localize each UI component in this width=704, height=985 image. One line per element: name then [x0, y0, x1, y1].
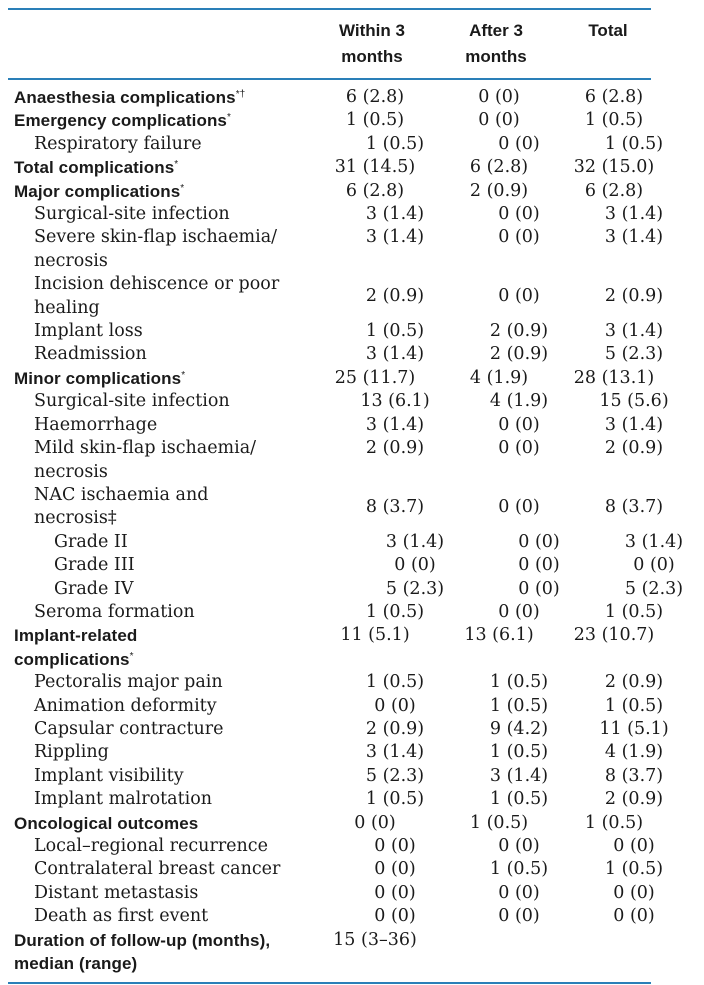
cell-col2: 1 (0.5)	[489, 742, 549, 763]
row-label-text: Implant loss	[34, 321, 143, 342]
cell-col1: 3 (1.4)	[385, 531, 445, 552]
cell-col1: 0 (0)	[374, 906, 416, 927]
row-label-text: Surgical-site infection	[34, 204, 230, 225]
row-label	[14, 437, 348, 484]
row-label	[14, 905, 348, 928]
row-label	[14, 812, 328, 835]
row-label-text: Total complications	[14, 158, 175, 178]
cell-col3: 8 (3.7)	[604, 496, 664, 517]
table-row	[14, 718, 669, 741]
row-label-text: Severe skin-flap ischaemia/ necrosis	[34, 227, 278, 271]
cell-col2: 0 (0)	[498, 882, 540, 903]
cell-col3: 2 (0.9)	[604, 438, 664, 459]
table-row	[14, 765, 664, 788]
row-label-text: Minor complications	[14, 368, 182, 388]
row-label	[14, 671, 348, 694]
table-row	[14, 484, 664, 531]
cell-col2: 2 (0.9)	[469, 180, 529, 201]
cell-col1: 3 (1.4)	[365, 344, 425, 365]
footnote-mark: *	[180, 182, 185, 194]
cell-col2: 0 (0)	[498, 496, 540, 517]
row-label	[14, 156, 328, 179]
cell-col3: 8 (3.7)	[604, 765, 664, 786]
table-row	[14, 882, 654, 905]
cell-col1: 1 (0.5)	[345, 110, 405, 131]
row-label	[14, 133, 348, 156]
cell-col3: 0 (0)	[613, 882, 655, 903]
cell-col1: 0 (0)	[374, 695, 416, 716]
row-label-text: Duration of follow-up (months), median (range)	[14, 930, 271, 974]
cell-col3: 0 (0)	[613, 906, 655, 927]
row-label	[14, 601, 348, 624]
cell-col1: 2 (0.9)	[365, 285, 425, 306]
row-label-text: Capsular contracture	[34, 718, 224, 739]
table-row	[14, 671, 664, 694]
table-row	[14, 695, 664, 718]
row-label-text: NAC ischaemia and necrosis‡	[34, 484, 209, 529]
row-label-text: Animation deformity	[34, 695, 217, 716]
cell-col2: 0 (0)	[498, 836, 540, 856]
table-row	[14, 133, 664, 156]
row-label-text: Death as first event	[34, 906, 209, 927]
table-row	[14, 531, 684, 554]
cell-col3: 11 (5.1)	[599, 718, 669, 739]
cell-col1: 8 (3.7)	[365, 496, 425, 517]
table-row	[14, 414, 664, 437]
row-label-text: Incision dehiscence or poor healing	[34, 274, 280, 318]
cell-col1: 1 (0.5)	[365, 133, 425, 154]
cell-col1: 31 (14.5)	[334, 157, 416, 178]
table-row	[14, 203, 664, 226]
cell-col1: 6 (2.8)	[345, 180, 405, 201]
cell-col1: 0 (0)	[394, 555, 436, 576]
cell-col2: 0 (0)	[518, 555, 560, 576]
row-label-text: Implant visibility	[34, 765, 184, 786]
table-row	[14, 343, 664, 366]
cell-col2: 2 (0.9)	[489, 344, 549, 365]
cell-col3: 3 (1.4)	[604, 321, 664, 342]
row-label-text: Contralateral breast cancer	[34, 859, 281, 880]
row-label-text: Distant metastasis	[34, 882, 199, 903]
cell-col2: 9 (4.2)	[489, 718, 549, 739]
table-row	[14, 835, 654, 858]
row-label	[14, 882, 348, 905]
cell-col1: 1 (0.5)	[365, 789, 425, 810]
row-label-text: Grade III	[54, 555, 135, 576]
row-label-text: Surgical-site infection	[34, 391, 230, 412]
row-label	[14, 343, 348, 366]
cell-col3: 23 (10.7)	[573, 625, 655, 646]
complications-table	[14, 86, 684, 975]
cell-col2: 0 (0)	[478, 87, 520, 107]
table-row	[14, 929, 654, 976]
row-label-text: Respiratory failure	[34, 133, 202, 154]
table-top-rule	[8, 8, 651, 10]
cell-col3: 0 (0)	[613, 836, 655, 856]
cell-col3: 1 (0.5)	[604, 601, 664, 622]
row-label	[14, 578, 368, 601]
cell-col3: 1 (0.5)	[584, 110, 644, 131]
row-label	[14, 624, 328, 671]
footnote-mark: *†	[235, 89, 246, 100]
cell-col3: 1 (0.5)	[604, 133, 664, 154]
row-label	[14, 695, 348, 718]
cell-col3: 2 (0.9)	[604, 789, 664, 810]
table-row	[14, 437, 664, 484]
table-bottom-rule	[8, 982, 651, 984]
cell-col3: 3 (1.4)	[604, 227, 664, 248]
cell-col2: 3 (1.4)	[489, 765, 549, 786]
header-rule	[8, 78, 651, 80]
cell-col2: 0 (0)	[498, 204, 540, 225]
footnote-mark: *	[129, 650, 134, 662]
cell-col3: 2 (0.9)	[604, 672, 664, 693]
cell-col2: 0 (0)	[498, 438, 540, 459]
row-label	[14, 390, 348, 413]
cell-col2: 0 (0)	[498, 133, 540, 154]
cell-col3: 2 (0.9)	[604, 285, 664, 306]
table-row	[14, 554, 675, 577]
cell-col3: 28 (13.1)	[573, 367, 655, 388]
table-row	[14, 86, 654, 109]
cell-col3: 1 (0.5)	[584, 812, 644, 833]
cell-col1: 5 (2.3)	[385, 578, 445, 599]
table-row	[14, 273, 664, 320]
cell-col1: 0 (0)	[354, 812, 396, 833]
cell-col3: 1 (0.5)	[604, 859, 664, 880]
footnote-mark: *	[181, 369, 186, 381]
cell-col1: 3 (1.4)	[365, 742, 425, 763]
row-label	[14, 226, 348, 273]
row-label	[14, 788, 348, 811]
row-label-text: Anaesthesia complications	[14, 88, 236, 107]
cell-col2: 1 (0.5)	[489, 789, 549, 810]
cell-col1: 15 (3–36)	[333, 929, 417, 950]
cell-col1: 11 (5.1)	[340, 625, 410, 646]
cell-col3: 32 (15.0)	[573, 157, 655, 178]
cell-col1: 3 (1.4)	[365, 227, 425, 248]
cell-col3: 3 (1.4)	[604, 204, 664, 225]
row-label-text: Mild skin-flap ischaemia/ necrosis	[34, 438, 257, 482]
column-header-total: Total	[588, 21, 628, 40]
row-label	[14, 835, 348, 858]
row-label	[14, 367, 328, 390]
row-label-text: Implant malrotation	[34, 789, 213, 810]
row-label	[14, 203, 348, 226]
table-row	[14, 905, 654, 928]
table-row	[14, 601, 664, 624]
cell-col2: 1 (0.5)	[489, 672, 549, 693]
cell-col2: 0 (0)	[498, 906, 540, 927]
cell-col1: 1 (0.5)	[365, 601, 425, 622]
row-label-text: Oncological outcomes	[14, 813, 199, 833]
table-row	[14, 858, 664, 881]
cell-col3: 6 (2.8)	[584, 180, 644, 201]
cell-col1: 1 (0.5)	[365, 672, 425, 693]
row-label-text: Rippling	[34, 742, 109, 763]
row-label	[14, 109, 328, 132]
cell-col1: 2 (0.9)	[365, 718, 425, 739]
row-label	[14, 484, 348, 531]
column-header-after-3-months: After 3 months	[465, 21, 527, 66]
footnote-mark: *	[226, 112, 231, 124]
cell-col2: 0 (0)	[498, 285, 540, 306]
table-row	[14, 109, 654, 132]
cell-col2: 0 (0)	[518, 531, 560, 552]
column-header-within-3-months: Within 3 months	[339, 21, 405, 66]
row-label-text: Major complications	[14, 181, 181, 201]
cell-col2: 0 (0)	[498, 601, 540, 622]
cell-col2: 0 (0)	[498, 414, 540, 435]
row-label	[14, 929, 328, 976]
row-label	[14, 320, 348, 343]
cell-col3: 5 (2.3)	[604, 344, 664, 365]
row-label-text: Grade II	[54, 531, 128, 552]
row-label	[14, 86, 328, 109]
table-row	[14, 390, 669, 413]
cell-col3: 1 (0.5)	[604, 695, 664, 716]
cell-col1: 25 (11.7)	[334, 367, 416, 388]
row-label-text: Seroma formation	[34, 601, 195, 622]
table-row	[14, 788, 664, 811]
cell-col3: 15 (5.6)	[599, 391, 669, 412]
cell-col1: 0 (0)	[374, 859, 416, 880]
cell-col2: 0 (0)	[498, 227, 540, 248]
table-row	[14, 320, 664, 343]
cell-col3: 0 (0)	[633, 555, 675, 576]
cell-col2: 4 (1.9)	[469, 367, 529, 388]
cell-col3: 6 (2.8)	[584, 87, 644, 107]
cell-col2: 1 (0.5)	[469, 812, 529, 833]
cell-col2: 0 (0)	[518, 578, 560, 599]
cell-col1: 0 (0)	[374, 882, 416, 903]
row-label-text: Haemorrhage	[34, 414, 158, 435]
row-label-text: Readmission	[34, 344, 147, 365]
row-label-text: Emergency complications	[14, 111, 227, 131]
table-row	[14, 367, 654, 390]
cell-col1: 1 (0.5)	[365, 321, 425, 342]
cell-col2: 1 (0.5)	[489, 695, 549, 716]
cell-col2: 6 (2.8)	[469, 157, 529, 178]
row-label	[14, 718, 348, 741]
row-label-text: Pectoralis major pain	[34, 672, 223, 693]
cell-col2: 2 (0.9)	[489, 321, 549, 342]
row-label	[14, 554, 368, 577]
footnote-mark: *	[174, 159, 179, 171]
row-label	[14, 741, 348, 764]
cell-col3: 3 (1.4)	[624, 531, 684, 552]
table-row	[14, 812, 654, 835]
cell-col1: 13 (6.1)	[360, 391, 430, 412]
cell-col2: 0 (0)	[478, 110, 520, 131]
table-row	[14, 180, 654, 203]
row-label	[14, 180, 328, 203]
cell-col3: 4 (1.9)	[604, 742, 664, 763]
row-label-text: Implant-related complications	[14, 626, 138, 669]
table-row	[14, 226, 664, 273]
row-label-text: Grade IV	[54, 578, 134, 599]
cell-col1: 0 (0)	[374, 836, 416, 856]
table-row	[14, 156, 654, 179]
cell-col2: 4 (1.9)	[489, 391, 549, 412]
table-row	[14, 741, 664, 764]
cell-col1: 5 (2.3)	[365, 765, 425, 786]
row-label	[14, 531, 368, 554]
cell-col2: 1 (0.5)	[489, 859, 549, 880]
row-label	[14, 765, 348, 788]
table-row	[14, 578, 684, 601]
cell-col1: 2 (0.9)	[365, 438, 425, 459]
cell-col3: 3 (1.4)	[604, 414, 664, 435]
row-label	[14, 273, 348, 320]
row-label-text: Local–regional recurrence	[34, 836, 268, 856]
cell-col1: 6 (2.8)	[345, 87, 405, 107]
row-label	[14, 858, 348, 881]
row-label	[14, 414, 348, 437]
table-row	[14, 624, 654, 671]
cell-col1: 3 (1.4)	[365, 204, 425, 225]
cell-col1: 3 (1.4)	[365, 414, 425, 435]
cell-col3: 5 (2.3)	[624, 578, 684, 599]
cell-col2: 13 (6.1)	[464, 625, 534, 646]
